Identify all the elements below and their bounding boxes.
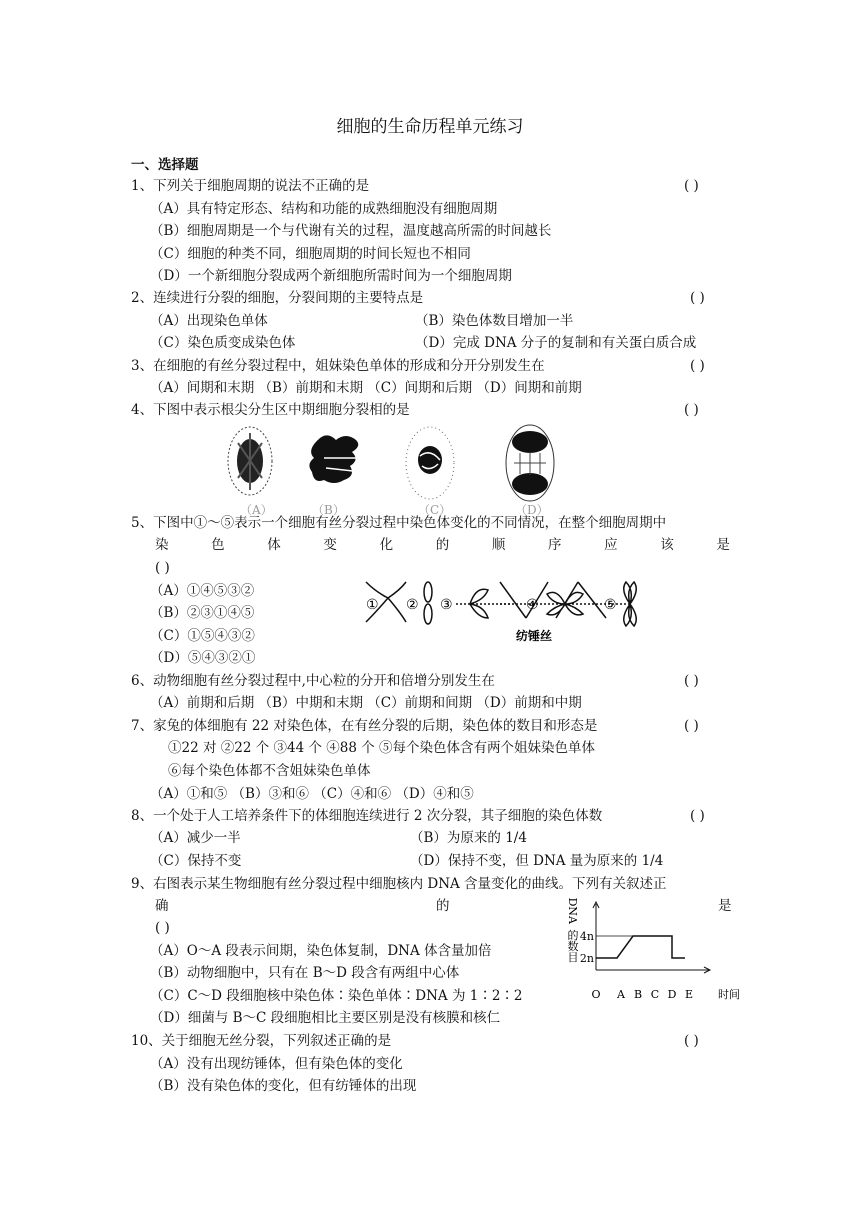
cell-a-image xyxy=(228,427,272,495)
x-tick-label: E xyxy=(684,988,694,1001)
figure-label-1: ① xyxy=(366,597,379,613)
q7-items-line2: ⑥每个染色体都不含姐妹染色单体 xyxy=(168,763,371,779)
question-9-stem: 9、右图表示某生物细胞有丝分裂过程中细胞核内 DNA 含量变化的曲线。下列有关叙述正 xyxy=(131,876,667,892)
question-3-stem: 3、在细胞的有丝分裂过程中，姐妹染色单体的形成和分开分别发生在 xyxy=(131,358,545,374)
chromosome-2 xyxy=(424,582,432,602)
y-axis-label-char: 目 xyxy=(567,951,579,964)
figure-label-5: ⑤ xyxy=(604,597,617,613)
q1-option-b: （B）细胞周期是一个与代谢有关的过程，温度越高所需的时间越长 xyxy=(150,223,552,239)
dna-curve xyxy=(596,936,685,958)
cell-b-label: （B） xyxy=(312,503,345,517)
q5-char: 的 xyxy=(435,537,450,553)
cell-b-image xyxy=(309,435,364,483)
q5-char: 顺 xyxy=(491,537,506,553)
y-tick-label: 4n xyxy=(579,930,594,943)
q2-option-d: （D）完成 DNA 分子的复制和有关蛋白质合成 xyxy=(415,335,697,351)
dna-content-chart xyxy=(560,898,750,1004)
answer-paren: ( ) xyxy=(684,178,699,194)
x-tick-label: O xyxy=(591,988,601,1001)
answer-paren: ( ) xyxy=(690,290,705,306)
answer-paren: ( ) xyxy=(690,358,705,374)
x-tick-label: A xyxy=(617,988,625,1001)
q5-char: 是 xyxy=(716,537,730,553)
cell-d-image xyxy=(506,425,554,501)
q2-option-b: （B）染色体数目增加一半 xyxy=(415,313,574,329)
q3-options: （A）间期和末期 （B）前期和末期 （C）间期和后期 （D）间期和前期 xyxy=(150,380,582,396)
q6-options: （A）前期和后期 （B）中期和末期 （C）前期和间期 （D）前期和中期 xyxy=(150,695,582,711)
q2-option-a: （A）出现染色单体 xyxy=(150,313,268,329)
q5-option-b: （B）②③①④⑤ xyxy=(150,605,255,621)
question-5-stem: 5、下图中①～⑤表示一个细胞有丝分裂过程中染色体变化的不同情况，在整个细胞周期中 xyxy=(131,515,667,531)
y-axis-label-char: N xyxy=(566,906,579,916)
q5-char: 变 xyxy=(323,537,337,553)
x-tick-label: D xyxy=(667,988,677,1001)
q8-option-c: （C）保持不变 xyxy=(150,853,242,869)
question-5-line2 xyxy=(155,536,730,554)
y-axis-label-char: 数 xyxy=(567,940,579,953)
answer-paren: ( ) xyxy=(684,718,699,734)
answer-paren: ( ) xyxy=(155,920,170,936)
cell-a-label: （A） xyxy=(240,503,273,517)
page-title: 细胞的生命历程单元练习 xyxy=(336,117,524,137)
q5-option-c: （C）①⑤④③② xyxy=(150,628,255,644)
q5-char: 序 xyxy=(547,537,562,553)
q9-option-c: （C）C～D 段细胞核中染色体∶染色单体∶DNA 为 1∶2∶2 xyxy=(150,988,523,1004)
cell-d-label: （D） xyxy=(515,503,549,517)
y-axis-label-char: 的 xyxy=(567,929,579,942)
q10-option-b: （B）没有染色体的变化，但有纺锤体的出现 xyxy=(150,1078,417,1094)
q5-option-d: （D）⑤④③②① xyxy=(150,650,256,666)
question-10-stem: 10、关于细胞无丝分裂，下列叙述正确的是 xyxy=(131,1033,392,1049)
q9-option-a: （A）O～A 段表示间期，染色体复制，DNA 体含量加倍 xyxy=(150,943,492,959)
q9-line2-c: 是 xyxy=(718,898,732,914)
q5-char: 染 xyxy=(155,537,169,553)
y-axis-label-char: A xyxy=(566,916,579,924)
q8-option-b: （B）为原来的 1/4 xyxy=(410,830,527,846)
q5-char: 应 xyxy=(604,537,618,553)
chromosome-figure xyxy=(360,578,660,668)
question-4-stem: 4、下图中表示根尖分生区中期细胞分裂相的是 xyxy=(131,402,410,418)
answer-paren: ( ) xyxy=(684,402,699,418)
q9-option-d: （D）细菌与 B～C 段细胞相比主要区别是没有核膜和核仁 xyxy=(150,1010,501,1026)
q8-option-a: （A）减少一半 xyxy=(150,830,241,846)
cell-c-label: （C） xyxy=(418,503,452,517)
q7-options: （A）①和⑤ （B）③和⑥ （C）④和⑥ （D）④和⑤ xyxy=(150,786,474,802)
q5-char: 色 xyxy=(211,537,225,553)
cell-c-image xyxy=(406,427,454,499)
q1-option-c: （C）细胞的种类不同，细胞周期的时间长短也不相同 xyxy=(150,246,471,262)
q5-char: 该 xyxy=(660,537,674,553)
question-2-stem: 2、连续进行分裂的细胞，分裂间期的主要特点是 xyxy=(131,290,424,306)
answer-paren: ( ) xyxy=(690,808,705,824)
q9-line2-b: 的 xyxy=(436,898,450,914)
answer-paren: ( ) xyxy=(155,560,170,576)
x-tick-label: B xyxy=(633,988,643,1001)
figure-label-3: ③ xyxy=(440,597,453,613)
answer-paren: ( ) xyxy=(684,1033,699,1049)
figure-label-4: ④ xyxy=(526,597,539,613)
q9-option-b: （B）动物细胞中，只有在 B～D 段含有两组中心体 xyxy=(150,965,460,981)
q5-char: 体 xyxy=(267,537,281,553)
q9-line2-a: 确 xyxy=(155,898,169,914)
spindle-caption: 纺锤丝 xyxy=(516,629,553,643)
y-tick-label: 2n xyxy=(579,952,594,965)
question-6-stem: 6、动物细胞有丝分裂过程中,中心粒的分开和倍增分别发生在 xyxy=(131,673,495,689)
x-axis-label: 时间 xyxy=(718,988,740,1001)
q2-option-c: （C）染色质变成染色体 xyxy=(150,335,296,351)
section-heading: 一、选择题 xyxy=(131,157,199,173)
q10-option-a: （A）没有出现纺锤体，但有染色体的变化 xyxy=(150,1056,403,1072)
q5-char: 化 xyxy=(379,537,394,553)
x-tick-label: C xyxy=(650,988,660,1001)
cell-division-figure xyxy=(210,418,570,518)
answer-paren: ( ) xyxy=(684,673,699,689)
q5-option-a: （A）①④⑤③② xyxy=(150,583,255,599)
question-1-stem: 1、下列关于细胞周期的说法不正确的是 xyxy=(131,178,370,194)
q7-items-line1: ①22 对 ②22 个 ③44 个 ④88 个 ⑤每个染色体含有两个姐妹染色单体 xyxy=(168,740,596,756)
q1-option-d: （D）一个新细胞分裂成两个新细胞所需时间为一个细胞周期 xyxy=(150,268,512,284)
figure-label-2: ② xyxy=(406,597,419,613)
question-8-stem: 8、一个处于人工培养条件下的体细胞连续进行 2 次分裂，其子细胞的染色体数 xyxy=(131,808,603,824)
q8-option-d: （D）保持不变，但 DNA 量为原来的 1/4 xyxy=(410,853,664,869)
question-7-stem: 7、家兔的体细胞有 22 对染色体，在有丝分裂的后期，染色体的数目和形态是 xyxy=(131,718,598,734)
q1-option-a: （A）具有特定形态、结构和功能的成熟细胞没有细胞周期 xyxy=(150,201,498,217)
y-axis-label-char: D xyxy=(566,898,579,907)
